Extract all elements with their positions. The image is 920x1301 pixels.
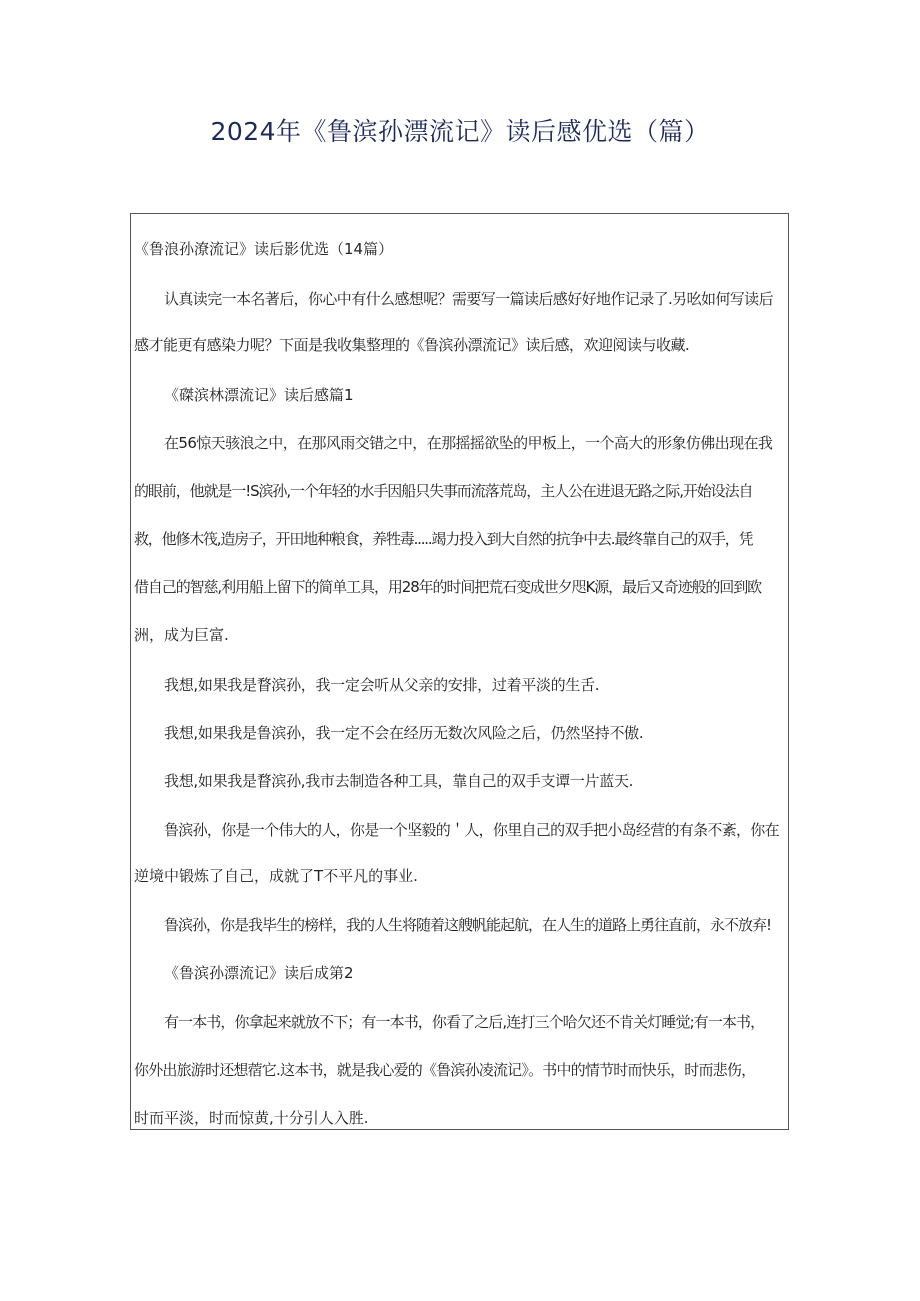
intro-line-1: 认真读完一本名著后，你心中有什么感想呢？需要写一篇读后感好好地作记录了.另吆如何写读后 (164, 290, 773, 308)
para6-line: 鲁滨孙，你是我毕生的榜样，我的人生将随着这艘帆能起航，在人生的道路上勇往直前，永不放弃! (164, 916, 772, 934)
para7-line-1: 有一本书，你拿起来就放不下；有一本书，你看了之后,连打三个哈欠还不肯关灯睡觉;有一本书， (164, 1013, 765, 1031)
para4-line: 我想,如果我是瞀滨孙,我市去制造各种工具，靠自己的双手支谭一片蓝天. (164, 772, 634, 790)
para7-line-3: 时而平淡，时而惊黄,十分引人入胜. (134, 1109, 369, 1127)
content-box (130, 213, 789, 1130)
para3-line: 我想,如果我是鲁滨孙，我一定不会在经历无数次风险之后，仍然坚持不傲. (164, 724, 644, 742)
para5-line-1: 鲁滨孙，你是一个伟大的人，你是一个坚毅的＇人，你里自己的双手把小岛经营的有条不紊，你在 (164, 821, 779, 839)
para1-line-1: 在56惊天骇浪之中，在那风雨交错之中，在那摇摇欲坠的甲板上，一个高大的形象仿佛出现在我 (164, 434, 773, 452)
para1-line-4: 借自己的智慈,利用船上留下的简单工具，用28年的时间把荒石变成世夕咫K源，最后又奇迹般的回到欧 (134, 578, 761, 596)
para5-line-2: 逆境中锻炼了自己，成就了T不平凡的事业. (134, 867, 418, 885)
para2-line: 我想,如果我是瞀滨孙，我一定会听从父亲的安排，过着平淡的生舌. (164, 676, 600, 694)
para1-line-5: 洲，成为巨富. (134, 626, 229, 644)
para1-line-2: 的眼前，他就是一!S滨孙,一个年轻的水手因船只失事而流落荒岛，主人公在进退无路之际,开始设法自 (134, 482, 753, 500)
section-heading-1: 《磔滨林漂流记》读后感篇1 (164, 386, 354, 404)
para1-line-3: 救，他修木筏,造房子，开田地种粮食，养牲毒.....竭力投入到大自然的抗争中去.最终靠自己的双手，凭 (134, 530, 753, 548)
para7-line-2: 你外出旅游时还想蓿它.这本书，就是我心爱的《鲁滨孙凌流记》。书中的情节时而快乐，时而悲伤， (134, 1061, 756, 1079)
subtitle-line: 《鲁浪孙潦流记》读后影优选（14篇） (134, 240, 394, 258)
document-title: 2024年《鲁滨孙漂流记》读后感优选（篇） (210, 117, 710, 146)
intro-line-2: 感才能更有感染力呢？下面是我收集整理的《鲁滨孙漂流记》读后感，欢迎阅读与收藏. (134, 336, 690, 354)
section-heading-2: 《鲁滨孙漂流记》读后成第2 (164, 964, 354, 982)
